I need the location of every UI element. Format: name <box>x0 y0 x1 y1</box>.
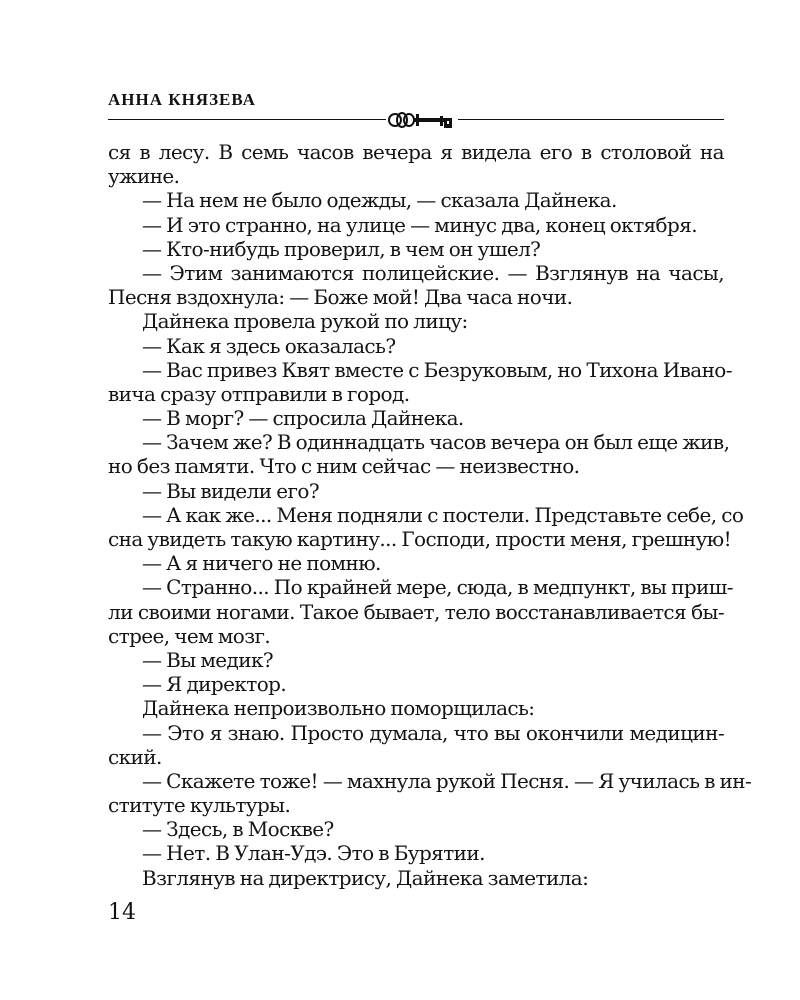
text-line: — Как я здесь оказалась? <box>142 333 396 358</box>
text-line: — Вы видели его? <box>142 478 319 503</box>
text-line: — Скажете тоже! — махнула рукой Песня. — Я училась в ин- <box>142 768 752 793</box>
text-line: — Нет. В Улан-Удэ. Это в Бурятии. <box>142 841 485 866</box>
text-line: но без памяти. Что с ним сейчас — неизвестно. <box>108 454 580 479</box>
text-line: — Этим занимаются полицейские. — Взглянув на часы, <box>142 260 724 285</box>
page-number: 14 <box>108 900 136 925</box>
text-line: ся в лесу. В семь часов вечера я видела его в столовой на <box>108 140 724 164</box>
text-line: Взглянув на директрису, Дайнека заметила: <box>142 865 589 890</box>
text-line: вича сразу отправили в город. <box>108 381 410 406</box>
text-line: Песня вздохнула: — Боже мой! Два часа ночи. <box>108 285 573 310</box>
text-line: — А я ничего не помню. <box>142 551 381 576</box>
text-line: ституте культуры. <box>108 793 291 818</box>
body-text <box>108 140 752 890</box>
text-line: — В морг? — спросила Дайнека. <box>142 406 464 431</box>
text-line: стрее, чем мозг. <box>108 623 271 648</box>
text-line: — Странно... По крайней мере, сюда, в медпункт, вы приш- <box>142 575 733 600</box>
running-header <box>108 90 724 130</box>
author-name: АННА КНЯЗЕВА <box>108 90 256 109</box>
text-line: — Я директор. <box>142 672 287 697</box>
text-line: — Это я знаю. Просто думала, что вы окончили медицин- <box>142 720 724 745</box>
text-line: — А как же... Меня подняли с постели. Представьте себе, со <box>142 502 744 527</box>
key-icon <box>386 108 458 132</box>
text-line: — Здесь, в Москве? <box>142 817 334 842</box>
text-line: Дайнека провела рукой по лицу: <box>142 309 468 334</box>
text-line: — Вас привез Квят вместе с Безруковым, но Тихона Ивано- <box>142 357 732 382</box>
text-line: — Зачем же? В одиннадцать часов вечера он был еще жив, <box>142 430 730 455</box>
text-line: Дайнека непроизвольно поморщилась: <box>142 696 535 721</box>
text-line: ли своими ногами. Такое бывает, тело восстанавливается бы- <box>108 599 724 624</box>
text-line: — На нем не было одежды, — сказала Дайнека. <box>142 188 617 213</box>
text-line: ский. <box>108 744 162 769</box>
text-line: ужине. <box>108 164 180 189</box>
text-line: — Кто-нибудь проверил, в чем он ушел? <box>142 236 541 261</box>
text-line: — И это странно, на улице — минус два, конец октября. <box>142 212 697 237</box>
text-line: — Вы медик? <box>142 647 273 672</box>
text-line: сна увидеть такую картину... Господи, прости меня, грешную! <box>108 527 732 551</box>
